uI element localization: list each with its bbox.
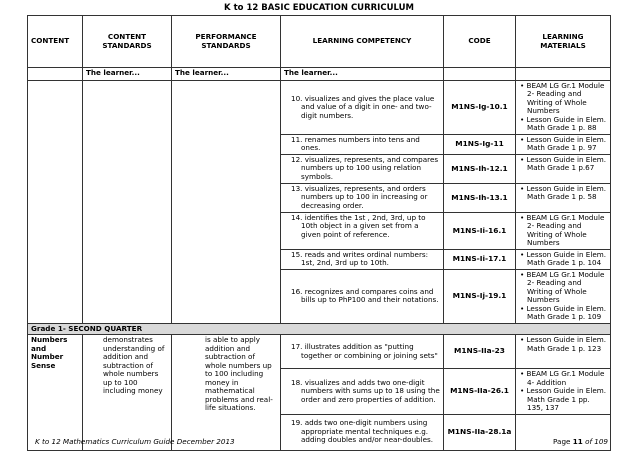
materials-cell — [516, 183, 611, 212]
competency-cell: 18. visualizes and adds two one-digit numbers with sums up to 18 using the order and zero properties of addition. — [281, 369, 444, 414]
code-cell: M1NS-Ih-13.1 — [444, 183, 516, 212]
content-standard-cell: demonstrates understanding of addition and subtraction of whole numbers up to 100 including money — [83, 335, 172, 450]
header-learning-materials: LEARNING MATERIALS — [516, 16, 611, 68]
code-cell: M1NS-IIa-28.1a — [444, 414, 516, 450]
material-item: • Lesson Guide in Elem. Math Grade 1 p. 104 — [520, 249, 607, 268]
header-row — [28, 16, 611, 68]
footer-guide-title: K to 12 Mathematics Curriculum Guide December 2013 — [35, 437, 235, 446]
competency-cell: 14. identifies the 1st , 2nd, 3rd, up to 10th object in a given set from a given point of reference. — [281, 212, 444, 249]
material-item: • BEAM LG Gr.1 Module 4- Addition — [520, 369, 605, 387]
materials-cell — [516, 369, 611, 414]
quarter-row — [28, 323, 611, 334]
competency-cell: 16. recognizes and compares coins and bills up to PhP100 and their notations. — [281, 269, 444, 323]
header-learning-competency: LEARNING COMPETENCY — [281, 16, 444, 68]
material-item: • BEAM LG Gr.1 Module 2- Reading and Writing of Whole Numbers — [520, 269, 605, 305]
materials-cell — [516, 81, 611, 135]
material-item: • Lesson Guide in Elem. Math Grade 1 p. 109 — [520, 303, 607, 322]
learner-code-empty — [444, 68, 516, 81]
materials-cell — [516, 335, 611, 369]
competency-cell: 12. visualizes, represents, and compares numbers up to 100 using relation symbols. — [281, 154, 444, 183]
table-row — [28, 81, 611, 135]
material-item: • Lesson Guide in Elem. Math Grade 1 p. 88 — [520, 114, 607, 133]
materials-cell — [516, 134, 611, 154]
materials-cell — [516, 212, 611, 249]
materials-cell — [516, 154, 611, 183]
learner-row — [28, 68, 611, 81]
competency-cell: 13. visualizes, represents, and orders numbers up to 100 in increasing or decreasing order. — [281, 183, 444, 212]
code-cell: M1NS-Ig-11 — [444, 134, 516, 154]
learner-performance-standards: The learner... — [172, 68, 281, 81]
material-item: • Lesson Guide in Elem. Math Grade 1 p. 97 — [520, 134, 607, 153]
code-cell: M1NS-IIa-23 — [444, 335, 516, 369]
competency-cell: 11. renames numbers into tens and ones. — [281, 134, 444, 154]
q1-content-standard-empty — [83, 81, 172, 324]
competency-cell: 17. illustrates addition as "putting together or combining or joining sets" — [281, 335, 444, 369]
q1-performance-standard-empty — [172, 81, 281, 324]
code-cell: M1NS-Ig-10.1 — [444, 81, 516, 135]
material-item: • Lesson Guide in Elem. Math Grade 1 p. 58 — [520, 183, 607, 202]
footer-page-word: Page — [553, 437, 571, 446]
quarter-label: Grade 1- SECOND QUARTER — [28, 323, 611, 334]
material-item: • BEAM LG Gr.1 Module 2- Reading and Writing of Whole Numbers — [520, 81, 605, 116]
performance-standard-cell: is able to apply addition and subtraction of whole numbers up to 100 including money in mathematical problems and real-life situations. — [172, 335, 281, 450]
strand-cell: Numbers and Number Sense — [28, 335, 83, 450]
header-content: CONTENT — [28, 16, 83, 68]
material-item: • Lesson Guide in Elem. Math Grade 1 p.67 — [520, 154, 607, 173]
materials-cell — [516, 249, 611, 269]
document-title: K to 12 BASIC EDUCATION CURRICULUM — [224, 3, 414, 13]
material-item: • Lesson Guide in Elem. Math Grade 1 p. 123 — [520, 335, 607, 353]
footer-page-total: of 109 — [585, 437, 608, 446]
table-row — [28, 335, 611, 369]
learner-content-standards: The learner... — [83, 68, 172, 81]
header-content-standards: CONTENT STANDARDS — [83, 16, 172, 68]
code-cell: M1NS-Ij-19.1 — [444, 269, 516, 323]
footer-page-number — [553, 437, 608, 446]
learner-competency: The learner... — [281, 68, 444, 81]
competency-cell: 15. reads and writes ordinal numbers: 1st, 2nd, 3rd up to 10th. — [281, 249, 444, 269]
code-cell: M1NS-IIa-26.1 — [444, 369, 516, 414]
footer-page-current: 11 — [572, 437, 583, 446]
curriculum-table — [27, 15, 611, 451]
materials-cell — [516, 269, 611, 323]
code-cell: M1NS-Ih-12.1 — [444, 154, 516, 183]
code-cell: M1NS-Ii-17.1 — [444, 249, 516, 269]
competency-cell: 19. adds two one-digit numbers using appropriate mental techniques e.g. adding doubles and/or near-doubles. — [281, 414, 444, 450]
material-item: • BEAM LG Gr.1 Module 2- Reading and Writing of Whole Numbers — [520, 212, 605, 248]
header-performance-standards: PERFORMANCE STANDARDS — [172, 16, 281, 68]
material-item: • Lesson Guide in Elem. Math Grade 1 pp. 135, 137 — [520, 386, 607, 413]
learner-materials-empty — [516, 68, 611, 81]
competency-cell: 10. visualizes and gives the place value and value of a digit in one- and two-digit numbers. — [281, 81, 444, 135]
code-cell: M1NS-Ii-16.1 — [444, 212, 516, 249]
q1-content-empty — [28, 81, 83, 324]
header-code: CODE — [444, 16, 516, 68]
learner-empty — [28, 68, 83, 81]
